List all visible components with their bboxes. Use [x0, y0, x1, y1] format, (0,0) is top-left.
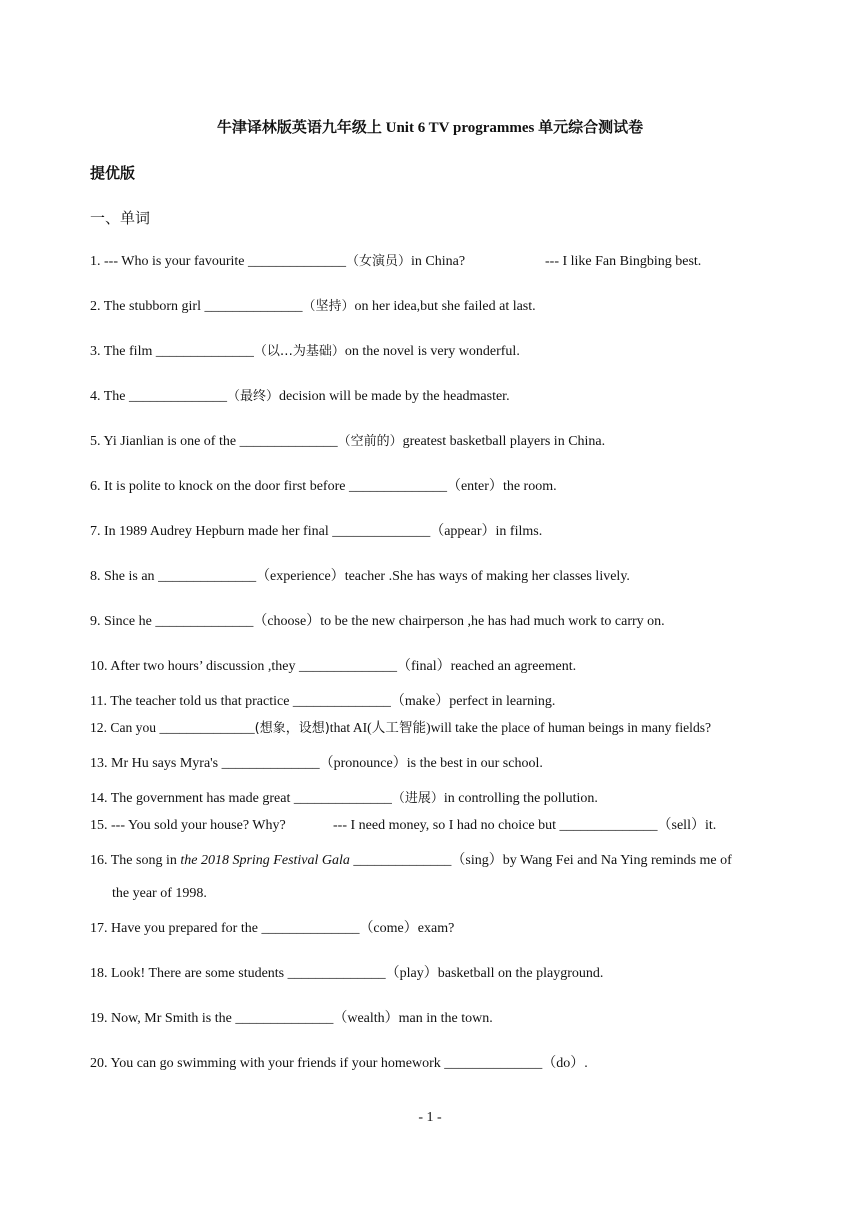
question-16: 16. The song in the 2018 Spring Festival Gala ______________（sing）by Wang Fei and Na Ying reminds me of — [90, 853, 732, 868]
question-16-continuation: the year of 1998. — [112, 886, 207, 901]
question-1-reply: --- I like Fan Bingbing best. — [545, 254, 702, 269]
answer-blank[interactable]: ______________ — [348, 479, 447, 494]
section-heading: 一、单词 — [90, 209, 151, 227]
question-10: 10. After two hours’ discussion ,they ______________（final）reached an agreement. — [90, 659, 577, 674]
answer-blank[interactable]: ______________ — [239, 434, 338, 449]
answer-blank[interactable]: ______________ — [332, 524, 431, 539]
answer-blank[interactable]: ______________ — [444, 1056, 543, 1071]
question-9: 9. Since he ______________（choose）to be the new chairperson ,he has had much work to carry on. — [90, 614, 665, 629]
answer-blank[interactable]: ______________ — [298, 659, 397, 674]
question-19: 19. Now, Mr Smith is the ______________（wealth）man in the town. — [90, 1011, 493, 1026]
question-8: 8. She is an ______________（experience）teacher .She has ways of making her classes lively. — [90, 569, 630, 584]
question-2: 2. The stubborn girl ______________（坚持）on her idea,but she failed at last. — [90, 299, 536, 314]
answer-blank[interactable]: ______________ — [235, 1011, 334, 1026]
answer-blank[interactable]: ______________ — [204, 299, 303, 314]
answer-blank[interactable]: ______________ — [293, 791, 392, 806]
answer-blank[interactable]: ______________ — [155, 344, 254, 359]
document-title: 牛津译林版英语九年级上 Unit 6 TV programmes 单元综合测试卷 — [216, 120, 644, 136]
answer-blank[interactable]: ______________ — [559, 818, 658, 833]
answer-blank[interactable]: ______________ — [155, 614, 254, 629]
answer-blank[interactable]: ______________ — [261, 921, 360, 936]
answer-blank[interactable]: ______________ — [159, 720, 255, 735]
question-15-reply: --- I need money, so I had no choice but ______________（sell）it. — [333, 818, 717, 833]
question-11: 11. The teacher told us that practice ______________（make）perfect in learning. — [90, 694, 556, 709]
question-20: 20. You can go swimming with your friends if your homework ______________（do）. — [90, 1056, 588, 1071]
question-4: 4. The ______________（最终）decision will be made by the headmaster. — [90, 389, 510, 404]
question-13: 13. Mr Hu says Myra's ______________（pronounce）is the best in our school. — [90, 756, 543, 771]
answer-blank[interactable]: ______________ — [353, 853, 452, 868]
question-7: 7. In 1989 Audrey Hepburn made her final ______________（appear）in films. — [90, 524, 543, 539]
question-5: 5. Yi Jianlian is one of the ______________（空前的）greatest basketball players in China. — [90, 434, 606, 449]
answer-blank[interactable]: ______________ — [247, 254, 346, 269]
answer-blank[interactable]: ______________ — [129, 389, 228, 404]
question-12: 12. Can you ______________(想象，设想)that AI(人工智能)will take the place of human beings in many fields? — [90, 720, 712, 736]
question-14: 14. The government has made great ______________（进展）in controlling the pollution. — [90, 791, 598, 806]
question-6: 6. It is polite to knock on the door first before ______________（enter）the room. — [90, 479, 557, 494]
answer-blank[interactable]: ______________ — [158, 569, 257, 584]
edition-label: 提优版 — [90, 164, 136, 182]
answer-blank[interactable]: ______________ — [221, 756, 320, 771]
question-1: 1. --- Who is your favourite ______________（女演员）in China? — [90, 254, 466, 269]
question-18: 18. Look! There are some students ______________（play）basketball on the playground. — [90, 966, 604, 981]
question-3: 3. The film ______________（以…为基础）on the novel is very wonderful. — [90, 344, 520, 359]
answer-blank[interactable]: ______________ — [292, 694, 391, 709]
page-number: - 1 - — [418, 1110, 442, 1125]
answer-blank[interactable]: ______________ — [287, 966, 386, 981]
question-17: 17. Have you prepared for the ______________（come）exam? — [90, 921, 455, 936]
question-15: 15. --- You sold your house? Why? — [90, 818, 286, 833]
